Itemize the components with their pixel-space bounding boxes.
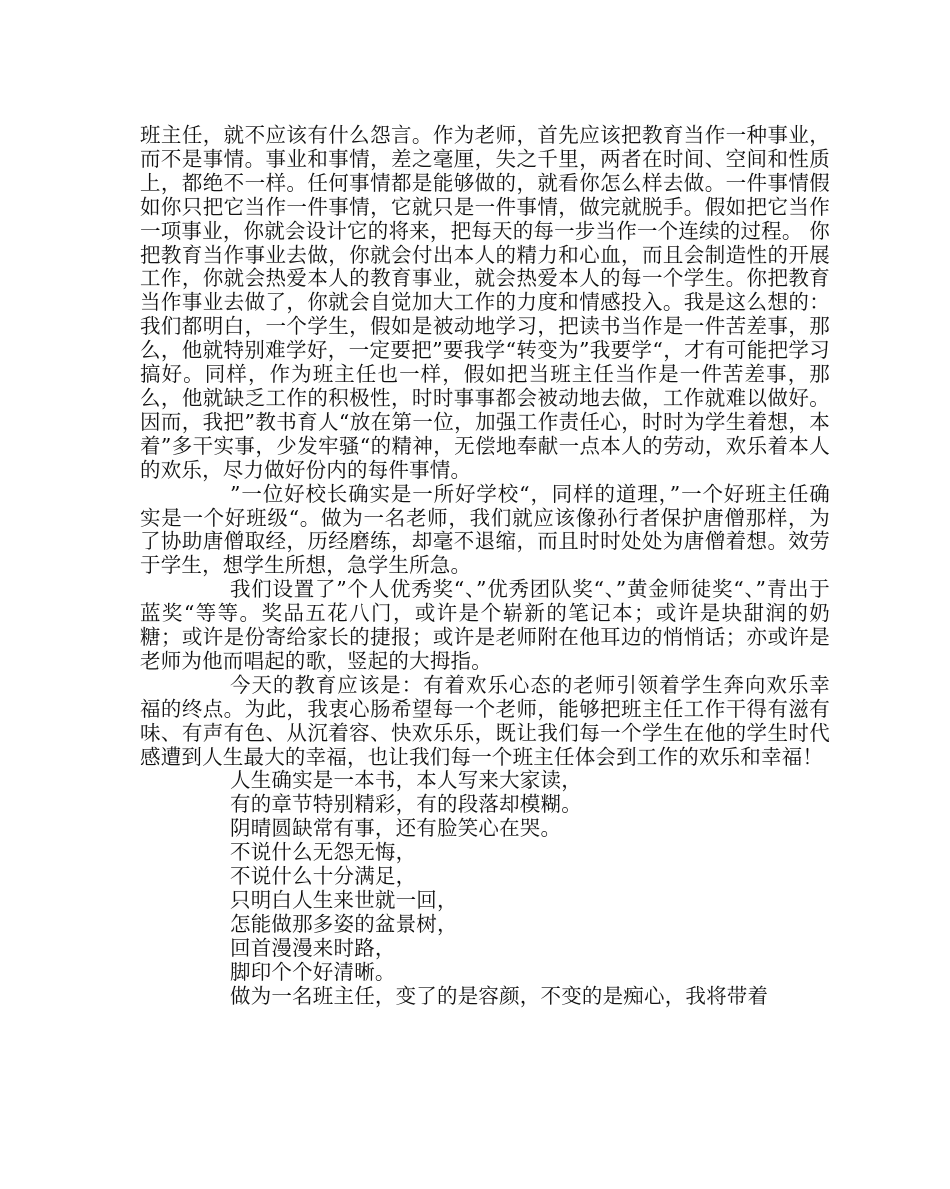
document-body [140,124,830,1009]
poem-line-3: 阴晴圆缺常有事，还有脸笑心在哭。 [230,816,562,841]
paragraph-2: ”一位好校长确实是一所好学校“，同样的道理，”一个好班主任确实是一个好班级“。做为一名老师，我们就应该像孙行者保护唐僧那样，为了协助唐僧取经，历经磨练，却毫不退缩，而且时时处处为唐僧着想。效劳于学生，想学生所想，急学生所急。 [140,481,830,578]
poem-line-8: 回首漫漫来时路， [230,935,396,960]
poem-line-4: 不说什么无怨无悔， [230,840,417,865]
poem-line-6: 只明白人生来世就一回， [230,888,458,912]
poem-line-5: 不说什么十分满足， [230,864,417,889]
poem-line-1: 人生确实是一本书，本人写来大家读， [230,768,582,793]
poem-line-2: 有的章节特别精彩，有的段落却模糊。 [230,792,582,817]
paragraph-1: 班主任，就不应该有什么怨言。作为老师，首先应该把教育当作一种事业，而不是事情。事业和事情，差之毫厘，失之千里，两者在时间、空间和性质上，都绝不一样。任何事情都是能够做的，就看你怎么样去做。一件事情假如你只把它当作一件事情，它就只是一件事情，做完就脱手。假如把它当作一项事业，你就会设计它的将来，把每天的每一步当作一个连续的过程。 你把教育当作事业去做，你就会付出本人的精力和心血，而且会制造性的开展工作，你就会热爱本人的教育事业，就会热爱本人的每一个学生。你把教育当作事业去做了，你就会自觉加大工作的力度和情感投入。我是这么想的：我们都明白，一个学生，假如是被动地学习，把读书当作是一件苦差事，那么，他就特别难学好，一定要把”要我学“转变为”我要学“，才有可能把学习搞好。同样，作为班主任也一样，假如把当班主任当作是一件苦差事，那么，他就缺乏工作的积极性，时时事事都会被动地去做，工作就难以做好。因而，我把”教书育人“放在第一位，加强工作责任心，时时为学生着想，本着”多干实事，少发牢骚“的精神，无偿地奉献一点本人的劳动，欢乐着本人的欢乐，尽力做好份内的每件事情。 [140,123,830,482]
paragraph-3: 我们设置了”个人优秀奖“、”优秀团队奖“、”黄金师徒奖“、”青出于蓝奖“等等。奖品五花八门，或许是个崭新的笔记本；或许是块甜润的奶糖；或许是份寄给家长的捷报；或许是老师附在他耳边的悄悄话；亦或许是老师为他而唱起的歌，竖起的大拇指。 [140,577,830,673]
poem [140,769,830,1008]
poem-line-7: 怎能做那多姿的盆景树， [230,911,458,936]
poem-line-9: 脚印个个好清晰。 [230,959,396,984]
paragraph-4: 今天的教育应该是：有着欢乐心态的老师引领着学生奔向欢乐幸福的终点。为此，我衷心肠希望每一个老师，能够把班主任工作干得有滋有味、有声有色、从沉着容、快欢乐乐，既让我们每一个学生在他的学生时代感遭到人生最大的幸福，也让我们每一个班主任体会到工作的欢乐和幸福！ [140,672,830,769]
closing-line: 做为一名班主任，变了的是容颜，不变的是痴心，我将带着 [230,983,769,1008]
